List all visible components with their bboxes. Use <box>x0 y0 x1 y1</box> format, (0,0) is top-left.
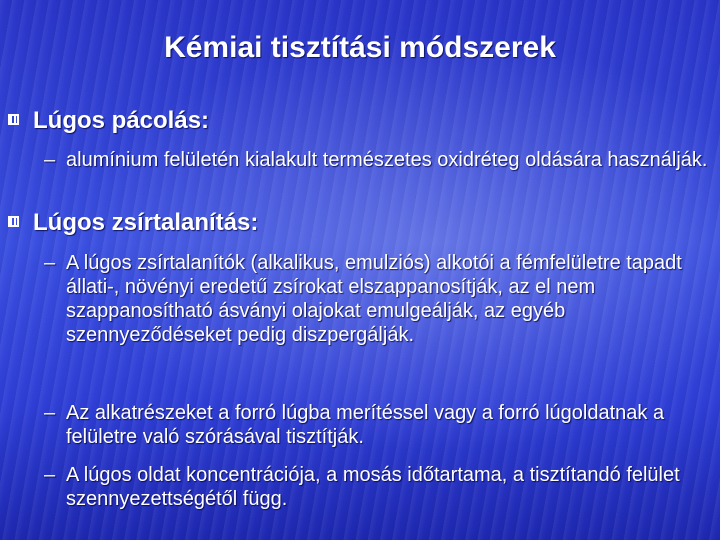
section-heading-label: Lúgos pácolás: <box>33 107 210 134</box>
list-item-text: A lúgos zsírtalanítók (alkalikus, emulziós) alkotói a fémfelületre tapadt állati-, növényi eredetű zsírokat elszappanosítják, az el nem szappanosítható ásványi olajokat emulgeálják, az egyéb szennyeződéseket pedig diszpergálják. <box>66 252 682 346</box>
section-heading-lugos-pacolas <box>8 106 209 136</box>
list-item <box>44 401 720 449</box>
dash-bullet: – <box>44 252 56 274</box>
square-bullet-icon <box>8 114 19 125</box>
list-item <box>44 463 720 511</box>
list-item <box>44 148 720 172</box>
dash-bullet: – <box>44 464 56 486</box>
list-item-text: alumínium felületén kialakult természetes oxidréteg oldására használják. <box>66 149 708 171</box>
list-item-text: Az alkatrészeket a forró lúgba merítéssel vagy a forró lúgoldatnak a felületre való szórásával tisztítják. <box>66 402 665 448</box>
slide-title: Kémiai tisztítási módszerek <box>164 31 556 64</box>
list-item <box>44 251 720 347</box>
square-bullet-icon <box>8 216 19 227</box>
dash-bullet: – <box>44 402 56 424</box>
section-heading-lugos-zsirtalanitas <box>8 208 258 238</box>
list-item-text: A lúgos oldat koncentrációja, a mosás időtartama, a tisztítandó felület szennyezettségétől függ. <box>66 464 680 510</box>
section-heading-label: Lúgos zsírtalanítás: <box>33 209 259 236</box>
dash-bullet: – <box>44 149 56 171</box>
